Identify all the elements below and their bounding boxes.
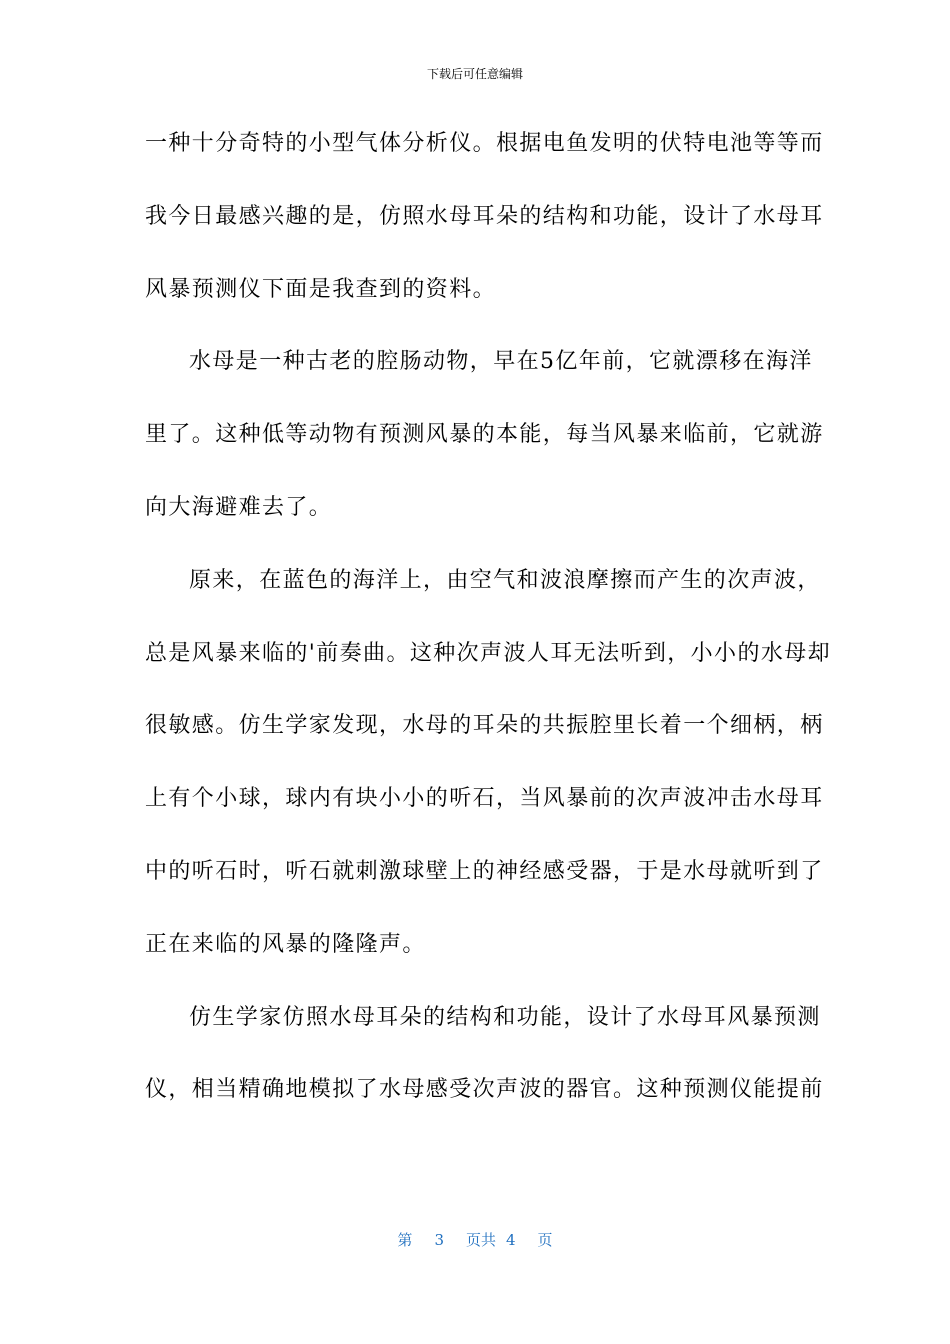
body-line: 上有个小球，球内有块小小的听石，当风暴前的次声波冲击水母耳: [145, 786, 824, 812]
body-line: 中的听石时，听石就刺激球壁上的神经感受器，于是水母就听到了: [145, 858, 824, 884]
footer-total-pages: 4: [506, 1231, 516, 1249]
footer-prefix: 第: [397, 1231, 413, 1249]
page-header: 下载后可任意编辑: [426, 67, 523, 81]
body-line: 风暴预测仪下面是我查到的资料。: [145, 276, 497, 302]
footer-middle: 页共: [465, 1231, 496, 1249]
document-body: [145, 120, 832, 1139]
body-line: 仪，相当精确地模拟了水母感受次声波的器官。这种预测仪能提前: [145, 1077, 824, 1103]
paragraph-start-line: 原来，在蓝色的海洋上，由空气和波浪摩擦而产生的次声波，: [189, 567, 821, 593]
body-line: 里了。这种低等动物有预测风暴的本能，每当风暴来临前，它就游: [145, 422, 824, 448]
page-footer: [0, 1230, 950, 1250]
footer-current-page: 3: [434, 1231, 444, 1249]
body-line: 我今日最感兴趣的是，仿照水母耳朵的结构和功能，设计了水母耳: [145, 203, 824, 229]
paragraph-start-line: 水母是一种古老的腔肠动物，早在5亿年前，它就漂移在海洋: [189, 349, 813, 375]
body-line: 向大海避难去了。: [145, 494, 333, 520]
body-line: 正在来临的风暴的隆隆声。: [145, 931, 426, 957]
body-line: 总是风暴来临的'前奏曲。这种次声波人耳无法听到，小小的水母却: [145, 640, 832, 666]
body-line: 一种十分奇特的小型气体分析仪。根据电鱼发明的伏特电池等等而: [145, 131, 824, 156]
footer-suffix: 页: [537, 1231, 553, 1249]
body-line: 很敏感。仿生学家发现，水母的耳朵的共振腔里长着一个细柄，柄: [145, 713, 824, 739]
paragraph-start-line: 仿生学家仿照水母耳朵的结构和功能，设计了水母耳风暴预测: [189, 1004, 821, 1030]
